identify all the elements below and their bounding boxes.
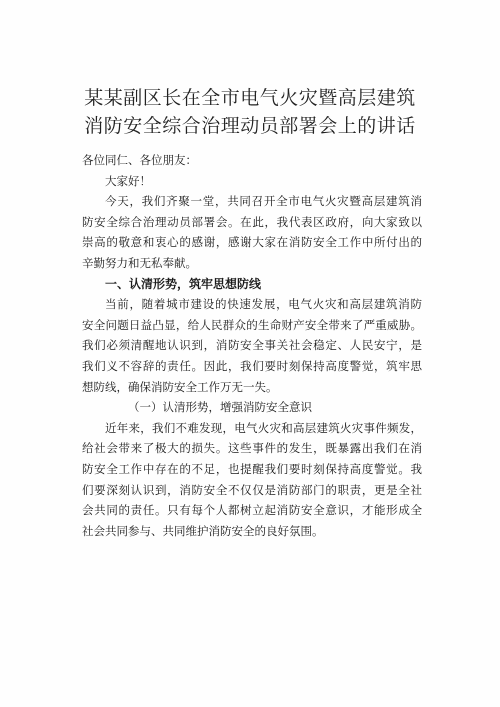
paragraph-line: 们要深刻认识到，消防安全不仅仅是消防部门的职责，更是全社 (82, 482, 422, 497)
paragraph-line: 我们必须清醒地认识到，消防安全事关社会稳定、人民安宁，是 (82, 338, 422, 353)
paragraph-line: 安全问题日益凸显，给人民群众的生命财产安全带来了严重威胁。 (82, 317, 422, 332)
title-line-1: 某某副区长在全市电气火灾暨高层建筑 (84, 87, 416, 109)
paragraph-line: 我们义不容辞的责任。因此，我们要时刻保持高度警觉，筑牢思 (82, 358, 422, 373)
paragraph-line: 今天，我们齐聚一堂，共同召开全市电气火灾暨高层建筑消 (105, 194, 422, 209)
subsection-heading: （一）认清形势，增强消防安全意识 (128, 400, 312, 415)
intro-paragraph (82, 191, 422, 273)
subsection1-paragraph (82, 418, 422, 542)
paragraph-line: 近年来，我们不难发现，电气火灾和高层建筑火灾事件频发， (105, 420, 422, 435)
speech-body (82, 150, 422, 541)
paragraph-line: 防安全综合治理动员部署会。在此，我代表区政府，向大家致以 (82, 214, 422, 229)
salutation: 各位同仁、各位朋友： (82, 153, 197, 167)
paragraph-line: 崇高的敬意和衷心的感谢，感谢大家在消防安全工作中所付出的 (82, 235, 422, 250)
paragraph-line: 辛勤努力和无私奉献。 (82, 255, 197, 270)
paragraph-line: 防安全工作中存在的不足，也提醒我们要时刻保持高度警觉。我 (82, 461, 422, 476)
paragraph-line: 社会共同参与、共同维护消防安全的良好氛围。 (82, 523, 324, 538)
section1-paragraph (82, 294, 422, 397)
paragraph-line: 给社会带来了极大的损失。这些事件的发生，既暴露出我们在消 (82, 441, 422, 456)
paragraph-line: 当前，随着城市建设的快速发展，电气火灾和高层建筑消防 (105, 297, 422, 312)
speech-title (40, 84, 460, 140)
title-line-2: 消防安全综合治理动员部署会上的讲话 (84, 115, 416, 137)
section-heading: 一、认清形势，筑牢思想防线 (105, 276, 262, 291)
paragraph-line: 会共同的责任。只有每个人都树立起消防安全意识，才能形成全 (82, 503, 422, 518)
paragraph-line: 想防线，确保消防安全工作万无一失。 (82, 379, 278, 394)
greeting: 大家好！ (105, 173, 151, 188)
